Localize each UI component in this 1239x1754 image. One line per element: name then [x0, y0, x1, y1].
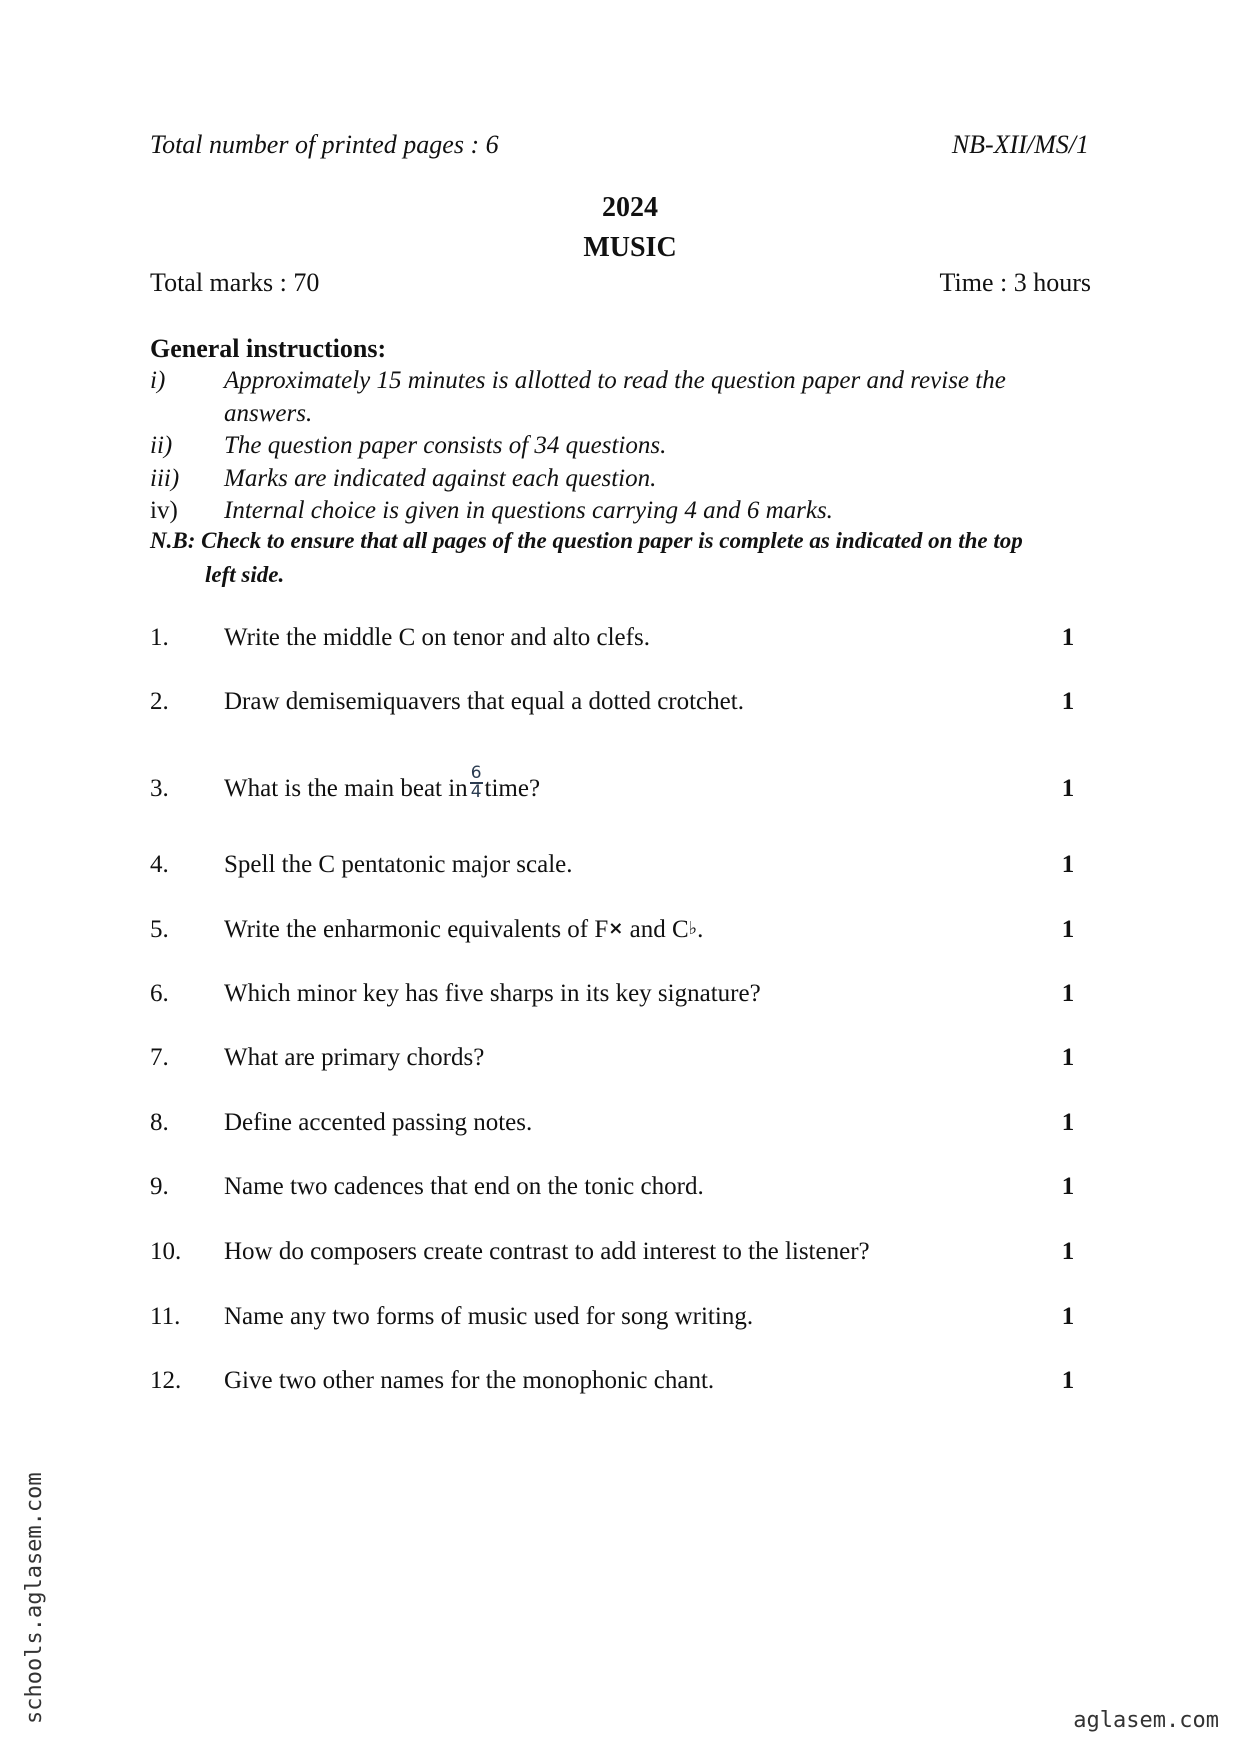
question-text: Spell the C pentatonic major scale.: [224, 851, 573, 878]
question-row: [150, 1173, 1080, 1207]
instruction-text: Marks are indicated against each question.: [224, 465, 657, 492]
question-marks: 1: [1061, 1303, 1075, 1330]
instruction-number: iii): [150, 465, 180, 492]
instructions-title: General instructions:: [150, 334, 387, 363]
question-number: 8.: [150, 1109, 169, 1136]
total-marks: Total marks : 70: [150, 268, 320, 297]
question-marks: 1: [1061, 980, 1075, 1007]
question-marks: 1: [1061, 624, 1075, 651]
question-marks: 1: [1061, 1173, 1075, 1200]
question-number: 4.: [150, 851, 169, 878]
question-text: [224, 916, 703, 944]
watermark-schools-aglasem: schools.aglasem.com: [22, 1472, 47, 1724]
question-row: [150, 851, 1080, 885]
instruction-text: Internal choice is given in questions carrying 4 and 6 marks.: [224, 497, 833, 524]
question-row: [150, 1367, 1080, 1401]
question-row: [150, 1303, 1080, 1337]
instruction-number: iv): [150, 497, 178, 524]
question-number: 5.: [150, 916, 169, 943]
question-row: [150, 688, 1080, 722]
paper-code: NB-XII/MS/1: [951, 130, 1089, 159]
question-marks: 1: [1061, 1367, 1075, 1394]
question-marks: 1: [1061, 1044, 1075, 1071]
question-text: Name any two forms of music used for song writing.: [224, 1303, 754, 1330]
question-marks: 1: [1061, 775, 1075, 802]
instruction-number: ii): [150, 432, 173, 459]
question-text-after: time?: [484, 775, 541, 802]
nb-note-continuation: left side.: [205, 562, 285, 587]
exam-year: 2024: [602, 192, 658, 223]
question-row: [150, 980, 1080, 1014]
question-text: How do composers create contrast to add interest to the listener?: [224, 1238, 870, 1265]
question-text-before: What is the main beat in: [224, 775, 468, 802]
question-marks: 1: [1061, 688, 1075, 715]
question-text: Name two cadences that end on the tonic chord.: [224, 1173, 704, 1200]
question-row: [150, 1044, 1080, 1078]
instruction-number: i): [150, 367, 166, 394]
question-text: Which minor key has five sharps in its key signature?: [224, 980, 761, 1007]
time-signature-top: 6: [470, 763, 482, 784]
subject-title: MUSIC: [583, 232, 677, 263]
printed-pages-note: Total number of printed pages : 6: [150, 130, 499, 159]
time-signature: [470, 765, 483, 801]
question-row: [150, 624, 1080, 658]
question-text: Define accented passing notes.: [224, 1109, 533, 1136]
flat-icon: ♭: [688, 918, 698, 939]
question-number: 9.: [150, 1173, 169, 1200]
question-number: 11.: [150, 1303, 181, 1330]
question-number: 6.: [150, 980, 169, 1007]
question-row: [150, 916, 1080, 950]
question-marks: 1: [1061, 851, 1075, 878]
instruction-text: Approximately 15 minutes is allotted to read the question paper and revise the: [224, 367, 1006, 394]
question-number: 10.: [150, 1238, 182, 1265]
question-text-part: Write the enharmonic equivalents of F: [224, 916, 609, 943]
question-text-part: .: [697, 916, 704, 943]
question-number: 7.: [150, 1044, 169, 1071]
question-number: 12.: [150, 1367, 182, 1394]
question-text: What are primary chords?: [224, 1044, 485, 1071]
question-text: Write the middle C on tenor and alto clefs.: [224, 624, 650, 651]
question-text: [224, 763, 541, 803]
question-row: [150, 1109, 1080, 1143]
exam-time: Time : 3 hours: [939, 268, 1091, 297]
question-text: Draw demisemiquavers that equal a dotted crotchet.: [224, 688, 744, 715]
question-number: 2.: [150, 688, 169, 715]
instruction-text: answers.: [224, 400, 313, 427]
question-number: 3.: [150, 775, 169, 802]
question-marks: 1: [1061, 1109, 1075, 1136]
double-sharp-icon: ×: [608, 918, 624, 939]
watermark-aglasem: aglasem.com: [1073, 1708, 1219, 1733]
instruction-text: The question paper consists of 34 questions.: [224, 432, 667, 459]
question-marks: 1: [1061, 916, 1075, 943]
nb-note: N.B: Check to ensure that all pages of the question paper is complete as indicated on the top: [150, 528, 1023, 553]
question-row: [150, 763, 1080, 809]
time-signature-bottom: 4: [470, 782, 482, 803]
question-text-part: and C: [623, 916, 689, 943]
question-number: 1.: [150, 624, 169, 651]
question-text: Give two other names for the monophonic chant.: [224, 1367, 715, 1394]
question-marks: 1: [1061, 1238, 1075, 1265]
question-row: [150, 1238, 1080, 1272]
